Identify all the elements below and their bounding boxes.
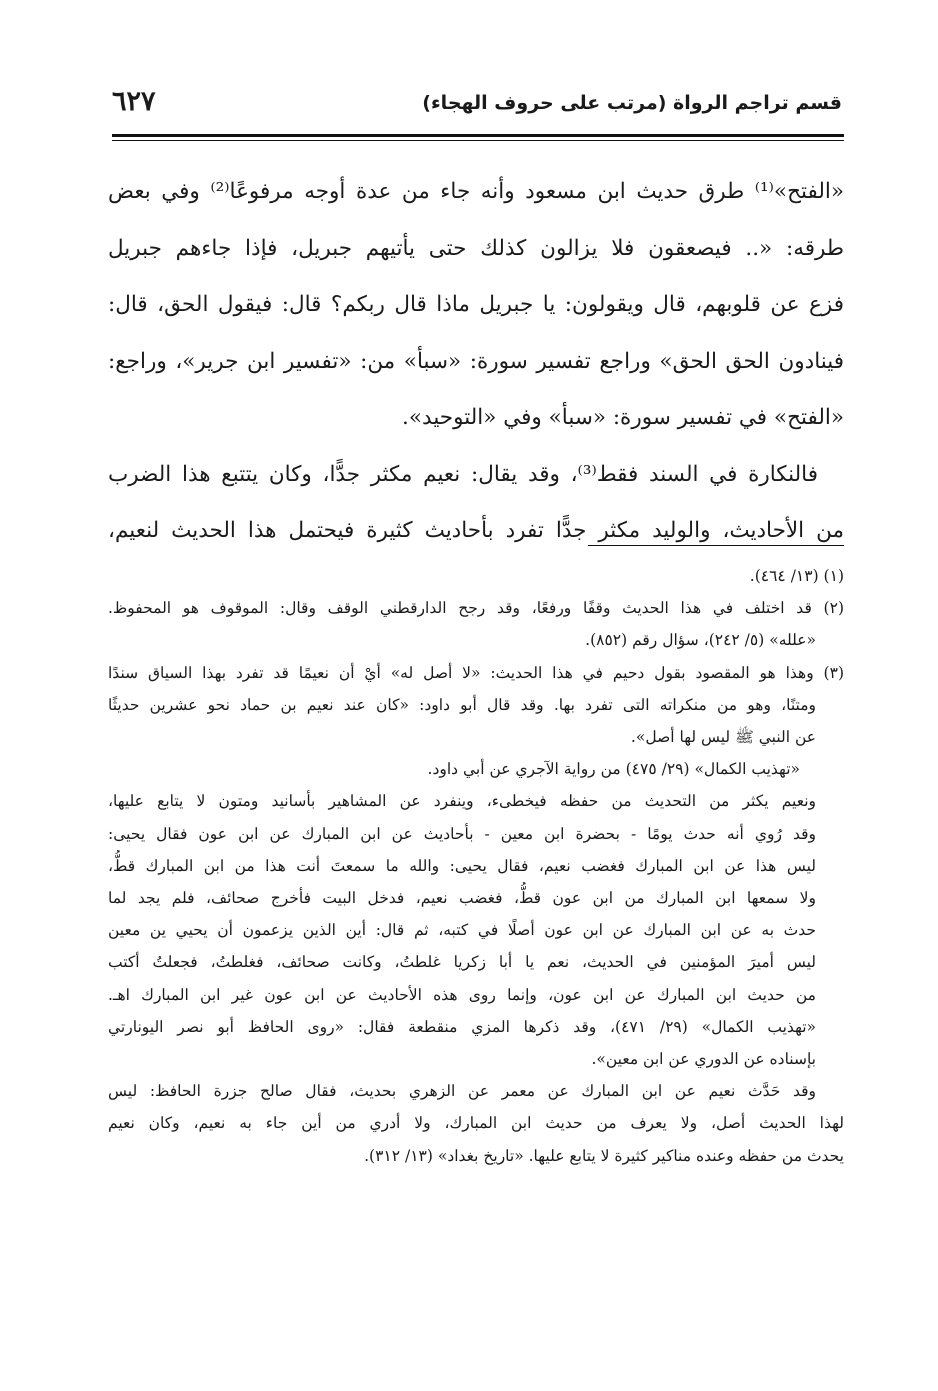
footnote-line: ومتنًا، وهو من منكراته التى تفرد بها. وقد قال أبو داود: «كان عند نعيم بن حماد نحو عشرين حديثًا bbox=[108, 695, 816, 714]
page-number: ٦٢٧ bbox=[112, 86, 156, 117]
footnote-line: ليس هذا عن ابن المبارك فغضب نعيم، فقال يحيى: والله ما سمعتَ أنت هذا من ابن المبارك قطُّ، bbox=[108, 856, 816, 875]
footnote-line: وقد رُوي أنه حدث يومًا - بحضرة ابن معين - بأحاديث عن ابن المبارك عن ابن عون فقال يحيى: bbox=[108, 824, 816, 843]
footnote-line: وقد حَدَّث نعيم عن ابن المبارك عن معمر عن الزهري بحديث، فقال صالح جزرة الحافظ: ليس bbox=[108, 1082, 816, 1101]
text-line: من الأحاديث، والوليد مكثر جدًّا تفرد بأحاديث كثيرة فيحتمل هذا الحديث لنعيم، bbox=[108, 518, 844, 543]
paragraph-1 bbox=[108, 164, 844, 447]
footnote-line: لهذا الحديث أصل، ولا يعرف من حديث ابن المبارك، ولا أدري من أين جاء به نعيم، وكان نعيم bbox=[108, 1114, 844, 1133]
footnote-line: ليس أميرَ المؤمنين في الحديث، نعم يا أبا زكريا غلطتُ، وكانت صحائف، فغلطتُ، فجعلتُ أكتب bbox=[108, 953, 816, 972]
footnote-line: (٣) وهذا هو المقصود بقول دحيم في هذا الحديث: «لا أصل له» أيْ أن نعيمًا قد تفرد بهذا السياق سندًا bbox=[108, 663, 844, 682]
text-line: طرقه: «.. فيصعقون فلا يزالون كذلك حتى يأتيهم جبريل، فإذا جاءهم جبريل bbox=[108, 235, 844, 261]
footnote-2 bbox=[108, 592, 844, 656]
text-line: فالنكارة في السند فقط⁽³⁾، وقد يقال: نعيم مكثر جدًّا، وكان يتتبع هذا الضرب bbox=[108, 461, 819, 487]
footnote-line: «علله» (٥/ ٢٤٢)، سؤال رقم (٨٥٢). bbox=[585, 631, 816, 650]
footnote-line: من حديث ابن المبارك عن ابن عون، وإنما روى هذه الأحاديث عن ابن عون غير ابن المبارك اهـ. bbox=[108, 985, 816, 1004]
page-header bbox=[112, 86, 842, 126]
text-line: فزع عن قلوبهم، قال ويقولون: يا جبريل ماذا قال ربكم؟ قال: فيقول الحق، قال: bbox=[108, 292, 844, 317]
text-line: «الفتح»⁽¹⁾ طرق حديث ابن مسعود وأنه جاء من عدة أوجه مرفوعًا⁽²⁾ وفي بعض bbox=[108, 179, 844, 204]
footnote-3 bbox=[108, 657, 844, 754]
header-rule-thin bbox=[112, 140, 844, 141]
footnote-1 bbox=[108, 560, 844, 592]
footnote-line: (٢) قد اختلف في هذا الحديث وقفًا ورفعًا، وقد رجح الدارقطني الوقف وقال: الموقوف هو المحفوظ. bbox=[108, 599, 844, 618]
footnote-3-continuation bbox=[108, 753, 844, 1075]
running-title: قسم تراجم الرواة (مرتب على حروف الهجاء) bbox=[422, 92, 842, 114]
footnote-line: يحدث من حفظه وعنده مناكير كثيرة لا يتابع عليها. «تاريخ بغداد» (١٣/ ٣١٢). bbox=[364, 1146, 844, 1165]
footnote-line: «تهذيب الكمال» (٢٩/ ٤٧١)، وقد ذكرها المزي منقطعة فقال: «روى الحافظ أبو نصر اليونارتي bbox=[108, 1017, 817, 1036]
footnote-line: حدث به عن ابن المبارك عن ابن عون أصلًا في كتبه، ثم قال: أين الذين يزعمون أن يحيي ين معين bbox=[108, 921, 816, 940]
footnote-separator bbox=[588, 545, 844, 546]
footnote-line: عن النبي ﷺ ليس لها أصل». bbox=[630, 728, 816, 747]
footnote-line: ونعيم يكثر من التحديث من حفظه فيخطىء، وينفرد عن المشاهير بأسانيد ومتون لا يتابع عليها، bbox=[108, 792, 816, 811]
main-text bbox=[108, 164, 844, 560]
footnote-line: بإسناده عن الدوري عن ابن معين». bbox=[591, 1050, 816, 1069]
header-rule-thick bbox=[112, 134, 844, 137]
footnote-3-final-paragraph bbox=[108, 1075, 844, 1172]
text-line: فينادون الحق الحق» وراجع تفسير سورة: «سبأ» من: «تفسير ابن جرير»، وراجع: bbox=[108, 348, 844, 374]
paragraph-2 bbox=[108, 447, 844, 560]
footnotes bbox=[108, 560, 844, 1172]
footnote-line: (١) (١٣/ ٤٦٤). bbox=[749, 567, 844, 585]
footnote-line: ولا سمعها ابن المبارك من ابن عون قطُّ، فغضب نعيم، فدخل البيت فأخرج صحائف، فلم يجد لما bbox=[108, 889, 816, 908]
text-line: «الفتح» في تفسير سورة: «سبأ» وفي «التوحيد». bbox=[402, 405, 844, 430]
footnote-line: «تهذيب الكمال» (٢٩/ ٤٧٥) من رواية الآجري عن أبي داود. bbox=[427, 760, 800, 779]
